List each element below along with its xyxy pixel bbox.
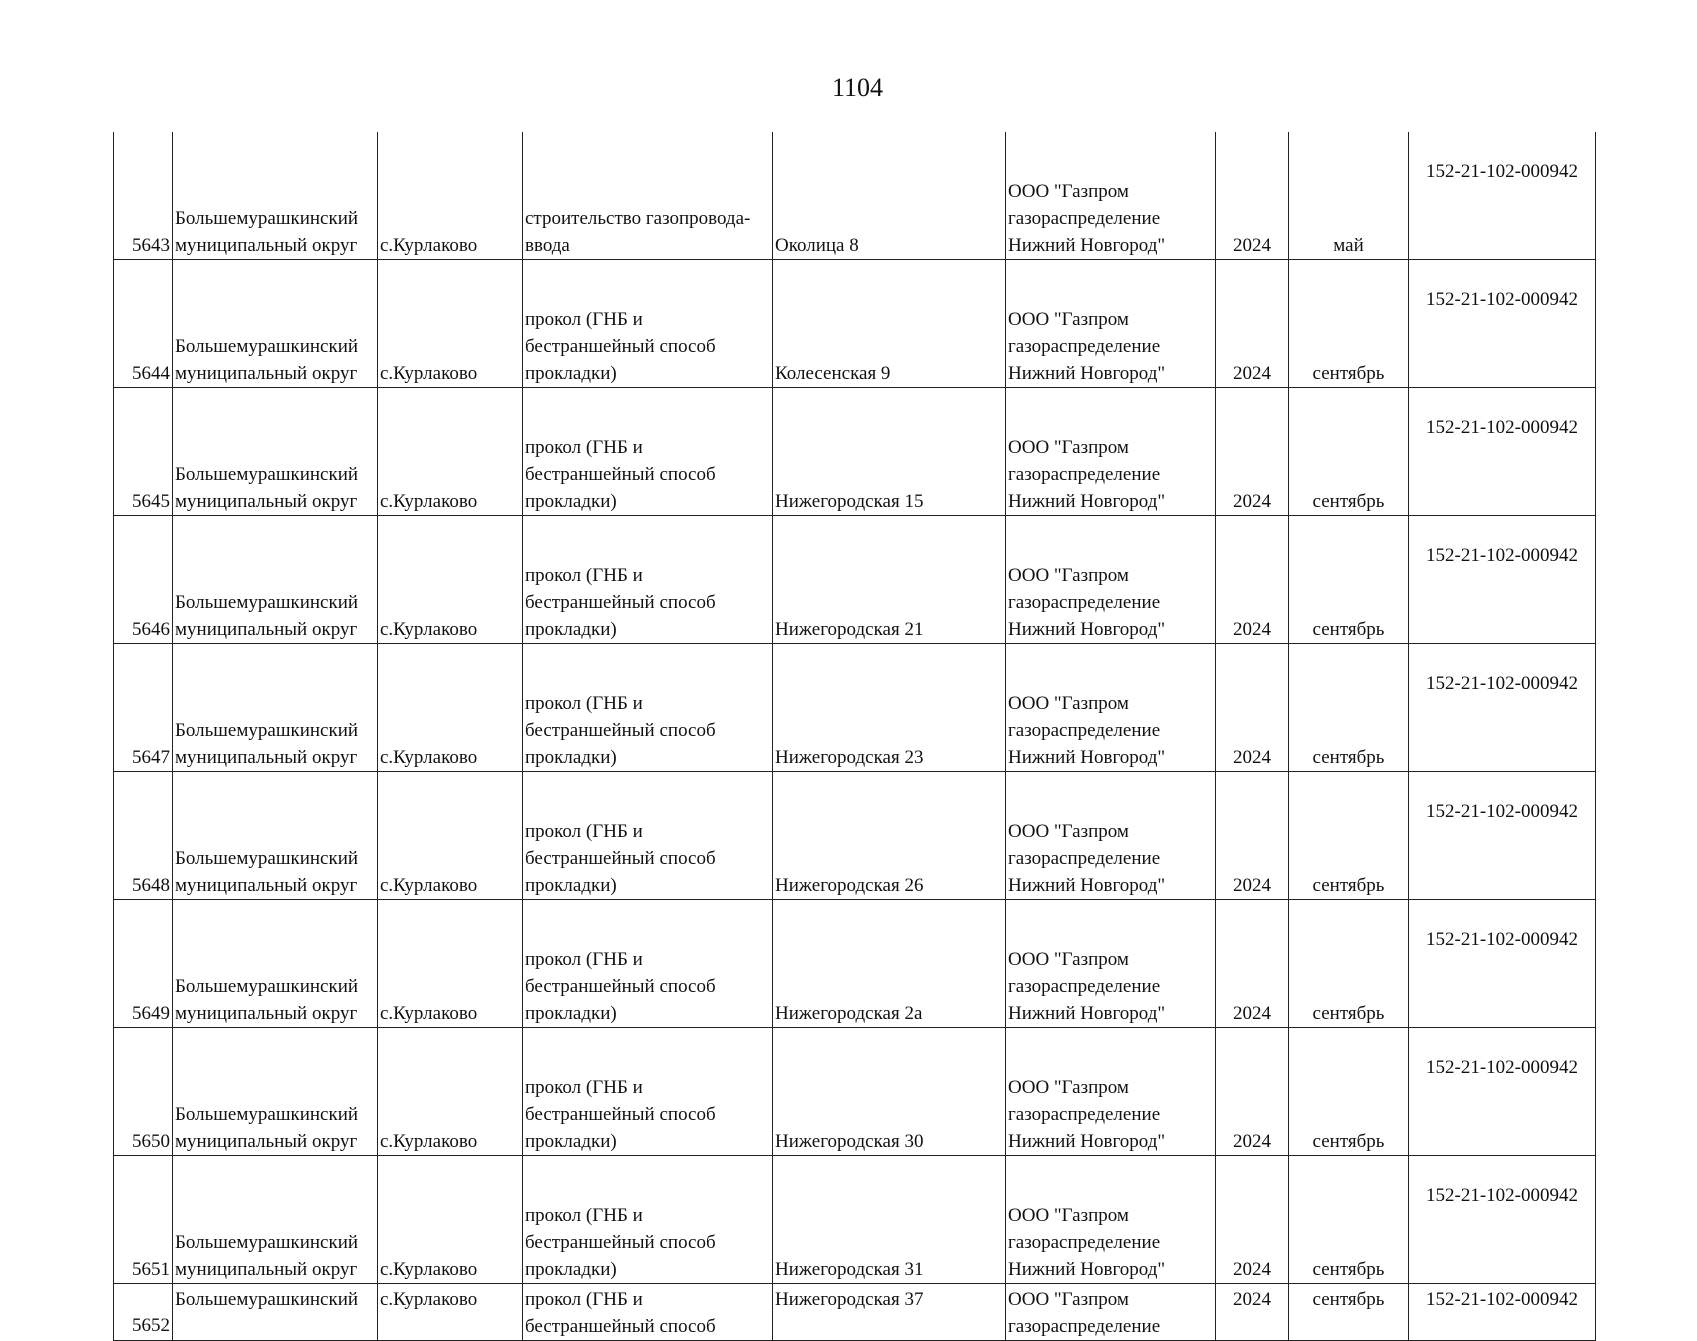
work-type-cell-line: прокладки): [525, 363, 617, 384]
organization-cell-line: ООО "Газпром: [1008, 437, 1129, 458]
work-type-cell-line: строительство газопровода-: [525, 208, 751, 229]
work-type-cell: [523, 388, 773, 516]
row-number: 5643: [114, 132, 173, 260]
district-cell-line: Большемурашкинский: [175, 1104, 359, 1125]
row-number: 5646: [114, 516, 173, 644]
district-cell: [173, 644, 378, 772]
work-type-cell-line: прокладки): [525, 747, 617, 768]
district-cell-line: Большемурашкинский: [175, 720, 359, 741]
table-row: [114, 260, 1596, 388]
year-cell: 2024: [1216, 260, 1289, 388]
year-cell: 2024: [1216, 1156, 1289, 1284]
district-cell-line: Большемурашкинский: [175, 208, 359, 229]
district-cell-line: муниципальный округ: [175, 491, 358, 512]
organization-cell-line: газораспределение: [1008, 336, 1161, 357]
organization-cell-line: Нижний Новгород": [1008, 235, 1166, 256]
work-type-cell-line: прокол (ГНБ и: [525, 1289, 643, 1310]
organization-cell-line: ООО "Газпром: [1008, 1205, 1129, 1226]
organization-cell: [1006, 772, 1216, 900]
month-cell: сентябрь: [1289, 1156, 1409, 1284]
code-cell: 152-21-102-000942: [1409, 1028, 1596, 1156]
organization-cell-line: Нижний Новгород": [1008, 491, 1166, 512]
organization-cell-line: газораспределение: [1008, 208, 1161, 229]
district-cell: [173, 772, 378, 900]
work-type-cell-line: прокладки): [525, 1003, 617, 1024]
work-type-cell: [523, 516, 773, 644]
work-type-cell: [523, 644, 773, 772]
organization-cell-line: ООО "Газпром: [1008, 693, 1129, 714]
work-type-cell-line: прокладки): [525, 491, 617, 512]
organization-cell: [1006, 900, 1216, 1028]
organization-cell-line: Нижний Новгород": [1008, 1003, 1166, 1024]
district-cell-line: муниципальный округ: [175, 875, 358, 896]
work-type-cell-line: прокол (ГНБ и: [525, 309, 643, 330]
organization-cell-line: ООО "Газпром: [1008, 949, 1129, 970]
work-type-cell-line: бестраншейный способ: [525, 336, 716, 357]
year-cell: 2024: [1216, 1284, 1289, 1341]
organization-cell-line: Нижний Новгород": [1008, 1131, 1166, 1152]
table-row: [114, 1156, 1596, 1284]
district-cell: [173, 388, 378, 516]
organization-cell-line: газораспределение: [1008, 848, 1161, 869]
district-cell-line: Большемурашкинский: [175, 976, 359, 997]
organization-cell-line: ООО "Газпром: [1008, 181, 1129, 202]
district-cell-line: муниципальный округ: [175, 619, 358, 640]
organization-cell-line: газораспределение: [1008, 720, 1161, 741]
row-number: 5650: [114, 1028, 173, 1156]
organization-cell: [1006, 1284, 1216, 1341]
work-type-cell-line: прокол (ГНБ и: [525, 693, 643, 714]
work-type-cell: [523, 772, 773, 900]
work-type-cell: [523, 1156, 773, 1284]
row-number: 5647: [114, 644, 173, 772]
address-cell: Нижегородская 21: [773, 516, 1006, 644]
district-cell-line: Большемурашкинский: [175, 1289, 359, 1310]
organization-cell-line: газораспределение: [1008, 1316, 1161, 1337]
work-type-cell-line: прокладки): [525, 875, 617, 896]
table-row: [114, 516, 1596, 644]
work-type-cell-line: бестраншейный способ: [525, 1232, 716, 1253]
district-cell: [173, 1284, 378, 1341]
organization-cell: [1006, 132, 1216, 260]
month-cell: сентябрь: [1289, 772, 1409, 900]
organization-cell-line: газораспределение: [1008, 1104, 1161, 1125]
organization-cell: [1006, 260, 1216, 388]
organization-cell-line: Нижний Новгород": [1008, 875, 1166, 896]
work-type-cell-line: прокол (ГНБ и: [525, 949, 643, 970]
district-cell-line: Большемурашкинский: [175, 464, 359, 485]
code-cell: 152-21-102-000942: [1409, 900, 1596, 1028]
work-type-cell: [523, 1028, 773, 1156]
row-number: 5645: [114, 388, 173, 516]
work-type-cell-line: ввода: [525, 235, 570, 256]
district-cell-line: Большемурашкинский: [175, 1232, 359, 1253]
work-type-cell-line: прокол (ГНБ и: [525, 821, 643, 842]
month-cell: сентябрь: [1289, 900, 1409, 1028]
code-cell: 152-21-102-000942: [1409, 260, 1596, 388]
work-type-cell-line: прокол (ГНБ и: [525, 565, 643, 586]
settlement-cell: с.Курлаково: [378, 260, 523, 388]
organization-cell: [1006, 1028, 1216, 1156]
address-cell: Нижегородская 2а: [773, 900, 1006, 1028]
year-cell: 2024: [1216, 1028, 1289, 1156]
month-cell: май: [1289, 132, 1409, 260]
settlement-cell: с.Курлаково: [378, 516, 523, 644]
year-cell: 2024: [1216, 388, 1289, 516]
organization-cell: [1006, 388, 1216, 516]
row-number: 5652: [114, 1284, 173, 1341]
organization-cell-line: Нижний Новгород": [1008, 1259, 1166, 1280]
organization-cell: [1006, 516, 1216, 644]
organization-cell-line: ООО "Газпром: [1008, 565, 1129, 586]
address-cell: Нижегородская 30: [773, 1028, 1006, 1156]
district-cell-line: муниципальный округ: [175, 363, 358, 384]
year-cell: 2024: [1216, 900, 1289, 1028]
works-table: [113, 132, 1596, 1341]
settlement-cell: с.Курлаково: [378, 900, 523, 1028]
work-type-cell: [523, 132, 773, 260]
district-cell: [173, 900, 378, 1028]
district-cell-line: муниципальный округ: [175, 1259, 358, 1280]
organization-cell-line: ООО "Газпром: [1008, 1289, 1129, 1310]
organization-cell-line: газораспределение: [1008, 976, 1161, 997]
year-cell: 2024: [1216, 644, 1289, 772]
address-cell: Нижегородская 23: [773, 644, 1006, 772]
organization-cell-line: газораспределение: [1008, 592, 1161, 613]
address-cell: Нижегородская 37: [773, 1284, 1006, 1341]
work-type-cell-line: прокладки): [525, 619, 617, 640]
work-type-cell-line: бестраншейный способ: [525, 848, 716, 869]
table-row: [114, 644, 1596, 772]
code-cell: 152-21-102-000942: [1409, 1284, 1596, 1341]
organization-cell-line: газораспределение: [1008, 464, 1161, 485]
organization-cell-line: Нижний Новгород": [1008, 747, 1166, 768]
work-type-cell-line: бестраншейный способ: [525, 592, 716, 613]
table-row: [114, 388, 1596, 516]
month-cell: сентябрь: [1289, 1284, 1409, 1341]
organization-cell-line: газораспределение: [1008, 1232, 1161, 1253]
district-cell: [173, 260, 378, 388]
work-type-cell-line: прокладки): [525, 1259, 617, 1280]
month-cell: сентябрь: [1289, 516, 1409, 644]
table-row: [114, 132, 1596, 260]
row-number: 5644: [114, 260, 173, 388]
row-number: 5651: [114, 1156, 173, 1284]
district-cell: [173, 516, 378, 644]
work-type-cell-line: бестраншейный способ: [525, 720, 716, 741]
address-cell: Нижегородская 15: [773, 388, 1006, 516]
organization-cell-line: Нижний Новгород": [1008, 619, 1166, 640]
district-cell-line: Большемурашкинский: [175, 336, 359, 357]
settlement-cell: с.Курлаково: [378, 772, 523, 900]
work-type-cell-line: бестраншейный способ: [525, 1104, 716, 1125]
work-type-cell-line: прокол (ГНБ и: [525, 1205, 643, 1226]
table-row: [114, 1028, 1596, 1156]
month-cell: сентябрь: [1289, 388, 1409, 516]
table-row: [114, 1284, 1596, 1341]
district-cell-line: муниципальный округ: [175, 747, 358, 768]
month-cell: сентябрь: [1289, 644, 1409, 772]
page-number: 1104: [831, 73, 884, 102]
code-cell: 152-21-102-000942: [1409, 644, 1596, 772]
year-cell: 2024: [1216, 132, 1289, 260]
code-cell: 152-21-102-000942: [1409, 388, 1596, 516]
address-cell: Колесенская 9: [773, 260, 1006, 388]
code-cell: 152-21-102-000942: [1409, 516, 1596, 644]
district-cell: [173, 1156, 378, 1284]
settlement-cell: с.Курлаково: [378, 1156, 523, 1284]
organization-cell: [1006, 1156, 1216, 1284]
organization-cell-line: ООО "Газпром: [1008, 1077, 1129, 1098]
code-cell: 152-21-102-000942: [1409, 1156, 1596, 1284]
table-row: [114, 772, 1596, 900]
organization-cell-line: ООО "Газпром: [1008, 309, 1129, 330]
organization-cell-line: ООО "Газпром: [1008, 821, 1129, 842]
district-cell: [173, 132, 378, 260]
district-cell-line: Большемурашкинский: [175, 848, 359, 869]
district-cell-line: муниципальный округ: [175, 235, 358, 256]
work-type-cell: [523, 1284, 773, 1341]
work-type-cell-line: бестраншейный способ: [525, 976, 716, 997]
work-type-cell-line: прокол (ГНБ и: [525, 437, 643, 458]
organization-cell-line: Нижний Новгород": [1008, 363, 1166, 384]
table-row: [114, 900, 1596, 1028]
settlement-cell: с.Курлаково: [378, 1028, 523, 1156]
work-type-cell-line: бестраншейный способ: [525, 464, 716, 485]
district-cell-line: муниципальный округ: [175, 1131, 358, 1152]
address-cell: Околица 8: [773, 132, 1006, 260]
work-type-cell: [523, 260, 773, 388]
settlement-cell: с.Курлаково: [378, 132, 523, 260]
month-cell: сентябрь: [1289, 1028, 1409, 1156]
work-type-cell-line: прокладки): [525, 1131, 617, 1152]
year-cell: 2024: [1216, 516, 1289, 644]
code-cell: 152-21-102-000942: [1409, 772, 1596, 900]
row-number: 5649: [114, 900, 173, 1028]
year-cell: 2024: [1216, 772, 1289, 900]
row-number: 5648: [114, 772, 173, 900]
settlement-cell: с.Курлаково: [378, 1284, 523, 1341]
work-type-cell-line: прокол (ГНБ и: [525, 1077, 643, 1098]
address-cell: Нижегородская 26: [773, 772, 1006, 900]
address-cell: Нижегородская 31: [773, 1156, 1006, 1284]
district-cell: [173, 1028, 378, 1156]
district-cell-line: муниципальный округ: [175, 1003, 358, 1024]
code-cell: 152-21-102-000942: [1409, 132, 1596, 260]
organization-cell: [1006, 644, 1216, 772]
district-cell-line: Большемурашкинский: [175, 592, 359, 613]
work-type-cell: [523, 900, 773, 1028]
month-cell: сентябрь: [1289, 260, 1409, 388]
work-type-cell-line: бестраншейный способ: [525, 1316, 716, 1337]
settlement-cell: с.Курлаково: [378, 644, 523, 772]
settlement-cell: с.Курлаково: [378, 388, 523, 516]
